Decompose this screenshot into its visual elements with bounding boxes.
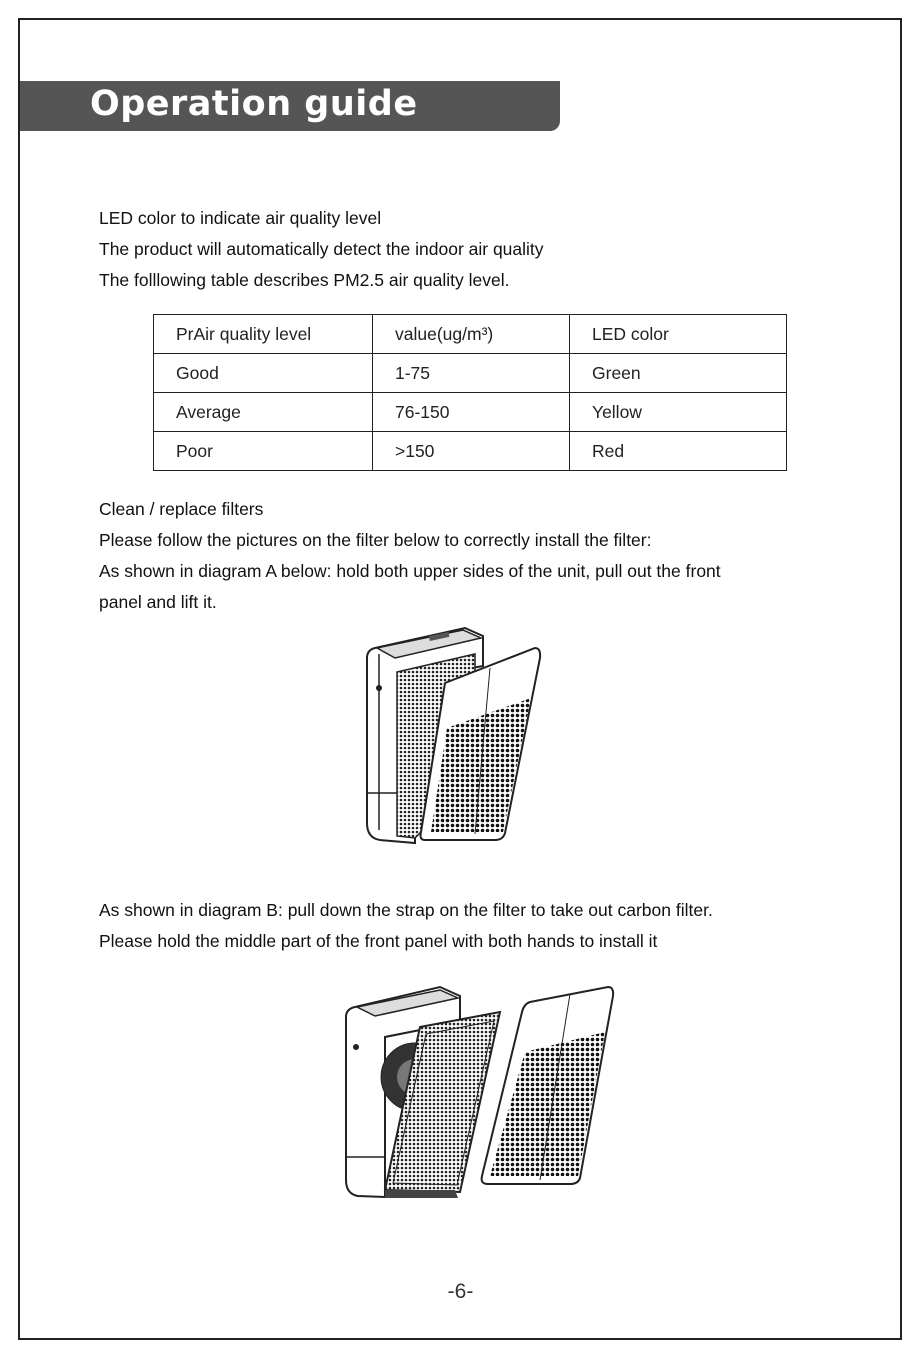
intro-line-3: The folllowing table describes PM2.5 air quality level.: [99, 270, 510, 290]
diagram-b-illustration: [340, 982, 620, 1204]
filters-heading: Clean / replace filters: [99, 499, 264, 519]
table-cell: Poor: [154, 432, 373, 471]
table-cell: Green: [570, 354, 787, 393]
table-cell: 1-75: [373, 354, 570, 393]
filters-line-1: Please follow the pictures on the filter below to correctly install the filter:: [99, 530, 652, 550]
filters-line-3: panel and lift it.: [99, 592, 217, 612]
table-row: [154, 354, 787, 393]
table-cell: Yellow: [570, 393, 787, 432]
table-cell: Good: [154, 354, 373, 393]
diagram-a-illustration: [355, 618, 555, 848]
intro-line-1: LED color to indicate air quality level: [99, 208, 382, 228]
column-header: PrAir quality level: [154, 315, 373, 354]
intro-line-2: The product will automatically detect the indoor air quality: [99, 239, 544, 259]
table-row: [154, 432, 787, 471]
column-header: LED color: [570, 315, 787, 354]
air-quality-table: [153, 314, 787, 471]
table-cell: Average: [154, 393, 373, 432]
page-title: Operation guide: [90, 84, 418, 124]
table-cell: >150: [373, 432, 570, 471]
column-header: value(ug/m³): [373, 315, 570, 354]
table-cell: Red: [570, 432, 787, 471]
page-number: -6-: [447, 1280, 474, 1303]
table-row: [154, 393, 787, 432]
table-cell: 76-150: [373, 393, 570, 432]
filters-line-2: As shown in diagram A below: hold both upper sides of the unit, pull out the front: [99, 561, 721, 581]
diagram-b-line-1: As shown in diagram B: pull down the strap on the filter to take out carbon filter.: [99, 900, 713, 920]
table-header-row: [154, 315, 787, 354]
diagram-b-line-2: Please hold the middle part of the front panel with both hands to install it: [99, 931, 658, 951]
